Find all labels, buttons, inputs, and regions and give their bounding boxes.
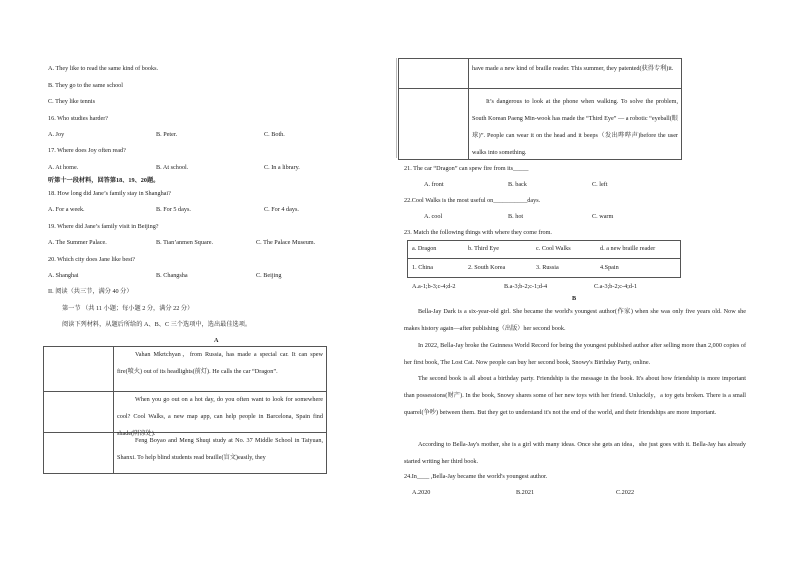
q23-option-b: B.a-3;b-2;c-1;d-4 (504, 283, 548, 290)
match-item-c: c. Cool Walks (536, 245, 571, 252)
table-divider (468, 58, 469, 160)
match-item-a: a. Dragon (412, 245, 437, 252)
q17-option-c: C. In a library. (264, 164, 300, 171)
table-divider (398, 88, 682, 89)
table-divider (113, 346, 114, 474)
q17-option-a: A. At home. (48, 164, 79, 171)
q16-option-a: A. Joy (48, 131, 65, 138)
table-cell-cool-walks: When you go out on a hot day, do you often want to look for somewhere cool? Cool Walks, a new map app, can help people in Barcelona, Spain find shade(阴凉处). (117, 396, 323, 437)
match-place-4: 4.Spain (600, 264, 619, 271)
question-20: 20. Which city does Jane like best? (48, 256, 136, 263)
passage-b-paragraph-2: In 2022, Bella-Jay broke the Guinness World Record for being the youngest published author after selling more than 2,000 copies of her first book, The Lost Cat. Now people can buy her second book, Snowy's Birthday Party, online. (404, 342, 746, 366)
table-cell-braille: Feng Boyao and Meng Shuqi study at No. 37 Middle School in Taiyuan, Shanxi. To help blind students read braille(盲文)easily, they (117, 437, 323, 461)
table-cell-braille-continued: have made a new kind of braille reader. This summer, they patented(获得专利)it. (472, 65, 674, 72)
question-21: 21. The car “Dragon” can spew fire from its_____ (404, 165, 529, 172)
option-line: A. They like to read the same kind of books. (48, 65, 159, 72)
question-17: 17. Where does Joy often read? (48, 147, 126, 154)
match-place-2: 2. South Korea (468, 264, 506, 271)
q19-option-c: C. The Palace Museum. (256, 239, 316, 246)
q18-option-a: A. For a week. (48, 206, 85, 213)
q22-option-b: B. hot (508, 213, 524, 220)
match-item-b: b. Third Eye (468, 245, 499, 252)
q20-option-b: B. Changsha (156, 272, 188, 279)
q16-option-b: B. Peter. (156, 131, 178, 138)
table-cell-dragon: Vahan Mkrtchyan，from Russia, has made a special car. It can spew fire(喷火) out of its headlights(前灯). He calls the car “Dragon”. (117, 351, 323, 375)
q17-option-b: B. At school. (156, 164, 189, 171)
q22-option-a: A. cool (424, 213, 443, 220)
match-item-d: d. a new braille reader (600, 245, 656, 252)
table-cell-third-eye: It’s dangerous to look at the phone when walking. To solve the problem, South Korean Paeng Min-wook has made the “Third Eye” — a robotic “eyeball(眼球)”. People can wear it on the head and it beeps（发出哔哔声)before the user walks into something. (472, 98, 678, 156)
question-19: 19. Where did Jane’s family visit in Beijing? (48, 223, 159, 230)
question-16: 16. Who studies harder? (48, 115, 109, 122)
q21-option-a: A. front (424, 181, 444, 188)
page-divider (396, 58, 397, 158)
passage-b-paragraph-1: Bella-Jay Dark is a six-year-old girl. She became the world's youngest author(作家) when she was only five years old. Now she makes history again—after publishing（出版）her second book. (404, 308, 746, 332)
q24-option-b: B.2021 (516, 489, 535, 496)
q24-option-c: C.2022 (616, 489, 635, 496)
q19-option-a: A. The Summer Palace. (48, 239, 107, 246)
match-place-1: 1. China (412, 264, 433, 271)
q18-option-b: B. For 5 days. (156, 206, 191, 213)
passage-b-paragraph-3: The second book is all about a birthday party. Friendship is the message in the book. It's about how friendship is more important than possessions(财产). In the book, Snowy shares some of her new toys with her friend. Unluckily，a toy gets broken. There is a small quarrel(争吵) between them. But they get to understand it's not the end of the world, and their friendships are more important. (404, 375, 746, 416)
q23-option-a: A.a-1;b-3;c-4;d-2 (412, 283, 456, 290)
passage-b-title: B (572, 295, 577, 302)
question-23: 23. Match the following things with where they come from. (404, 229, 552, 236)
instructions: 阅读下列材料，从题后所给的 A、B、C 三个选项中，选出最佳选项。 (62, 321, 252, 328)
q24-option-a: A.2020 (412, 489, 431, 496)
q16-option-c: C. Both. (264, 131, 285, 138)
question-18: 18. How long did Jane’s family stay in Shanghai? (48, 190, 171, 197)
q23-option-c: C.a-3;b-2;c-4;d-1 (594, 283, 638, 290)
passage-b-paragraph-4: According to Bella-Jay's mother, she is a girl with many ideas. Once she gets an idea，she just goes with it. Bella-Jay has already started writing her third book. (404, 441, 746, 465)
q21-option-b: B. back (508, 181, 527, 188)
section-1-heading: 第一节 （共 11 小题；每小题 2 分，满分 22 分） (62, 305, 194, 312)
q19-option-b: B. Tian’anmen Square. (156, 239, 214, 246)
option-line: B. They go to the same school (48, 82, 123, 89)
question-22: 22.Cool Walks is the most useful on___________days. (404, 197, 541, 204)
question-24: 24.In____ ,Bella-Jay became the world's youngest author. (404, 473, 548, 480)
q20-option-a: A. Shanghai (48, 272, 79, 279)
option-line: C. They like tennis (48, 98, 95, 105)
q20-option-c: C. Beijing (256, 272, 282, 279)
table-divider (407, 258, 681, 259)
match-place-3: 3. Russia (536, 264, 559, 271)
reading-part-heading: II. 阅读（共三节，满分 40 分） (48, 288, 133, 295)
q21-option-c: C. left (592, 181, 608, 188)
passage-a-title: A (214, 337, 219, 344)
section-11-heading: 听第十一段材料，回答第18、19、20题。 (48, 177, 160, 184)
q18-option-c: C. For 4 days. (264, 206, 299, 213)
q22-option-c: C. warm (592, 213, 614, 220)
